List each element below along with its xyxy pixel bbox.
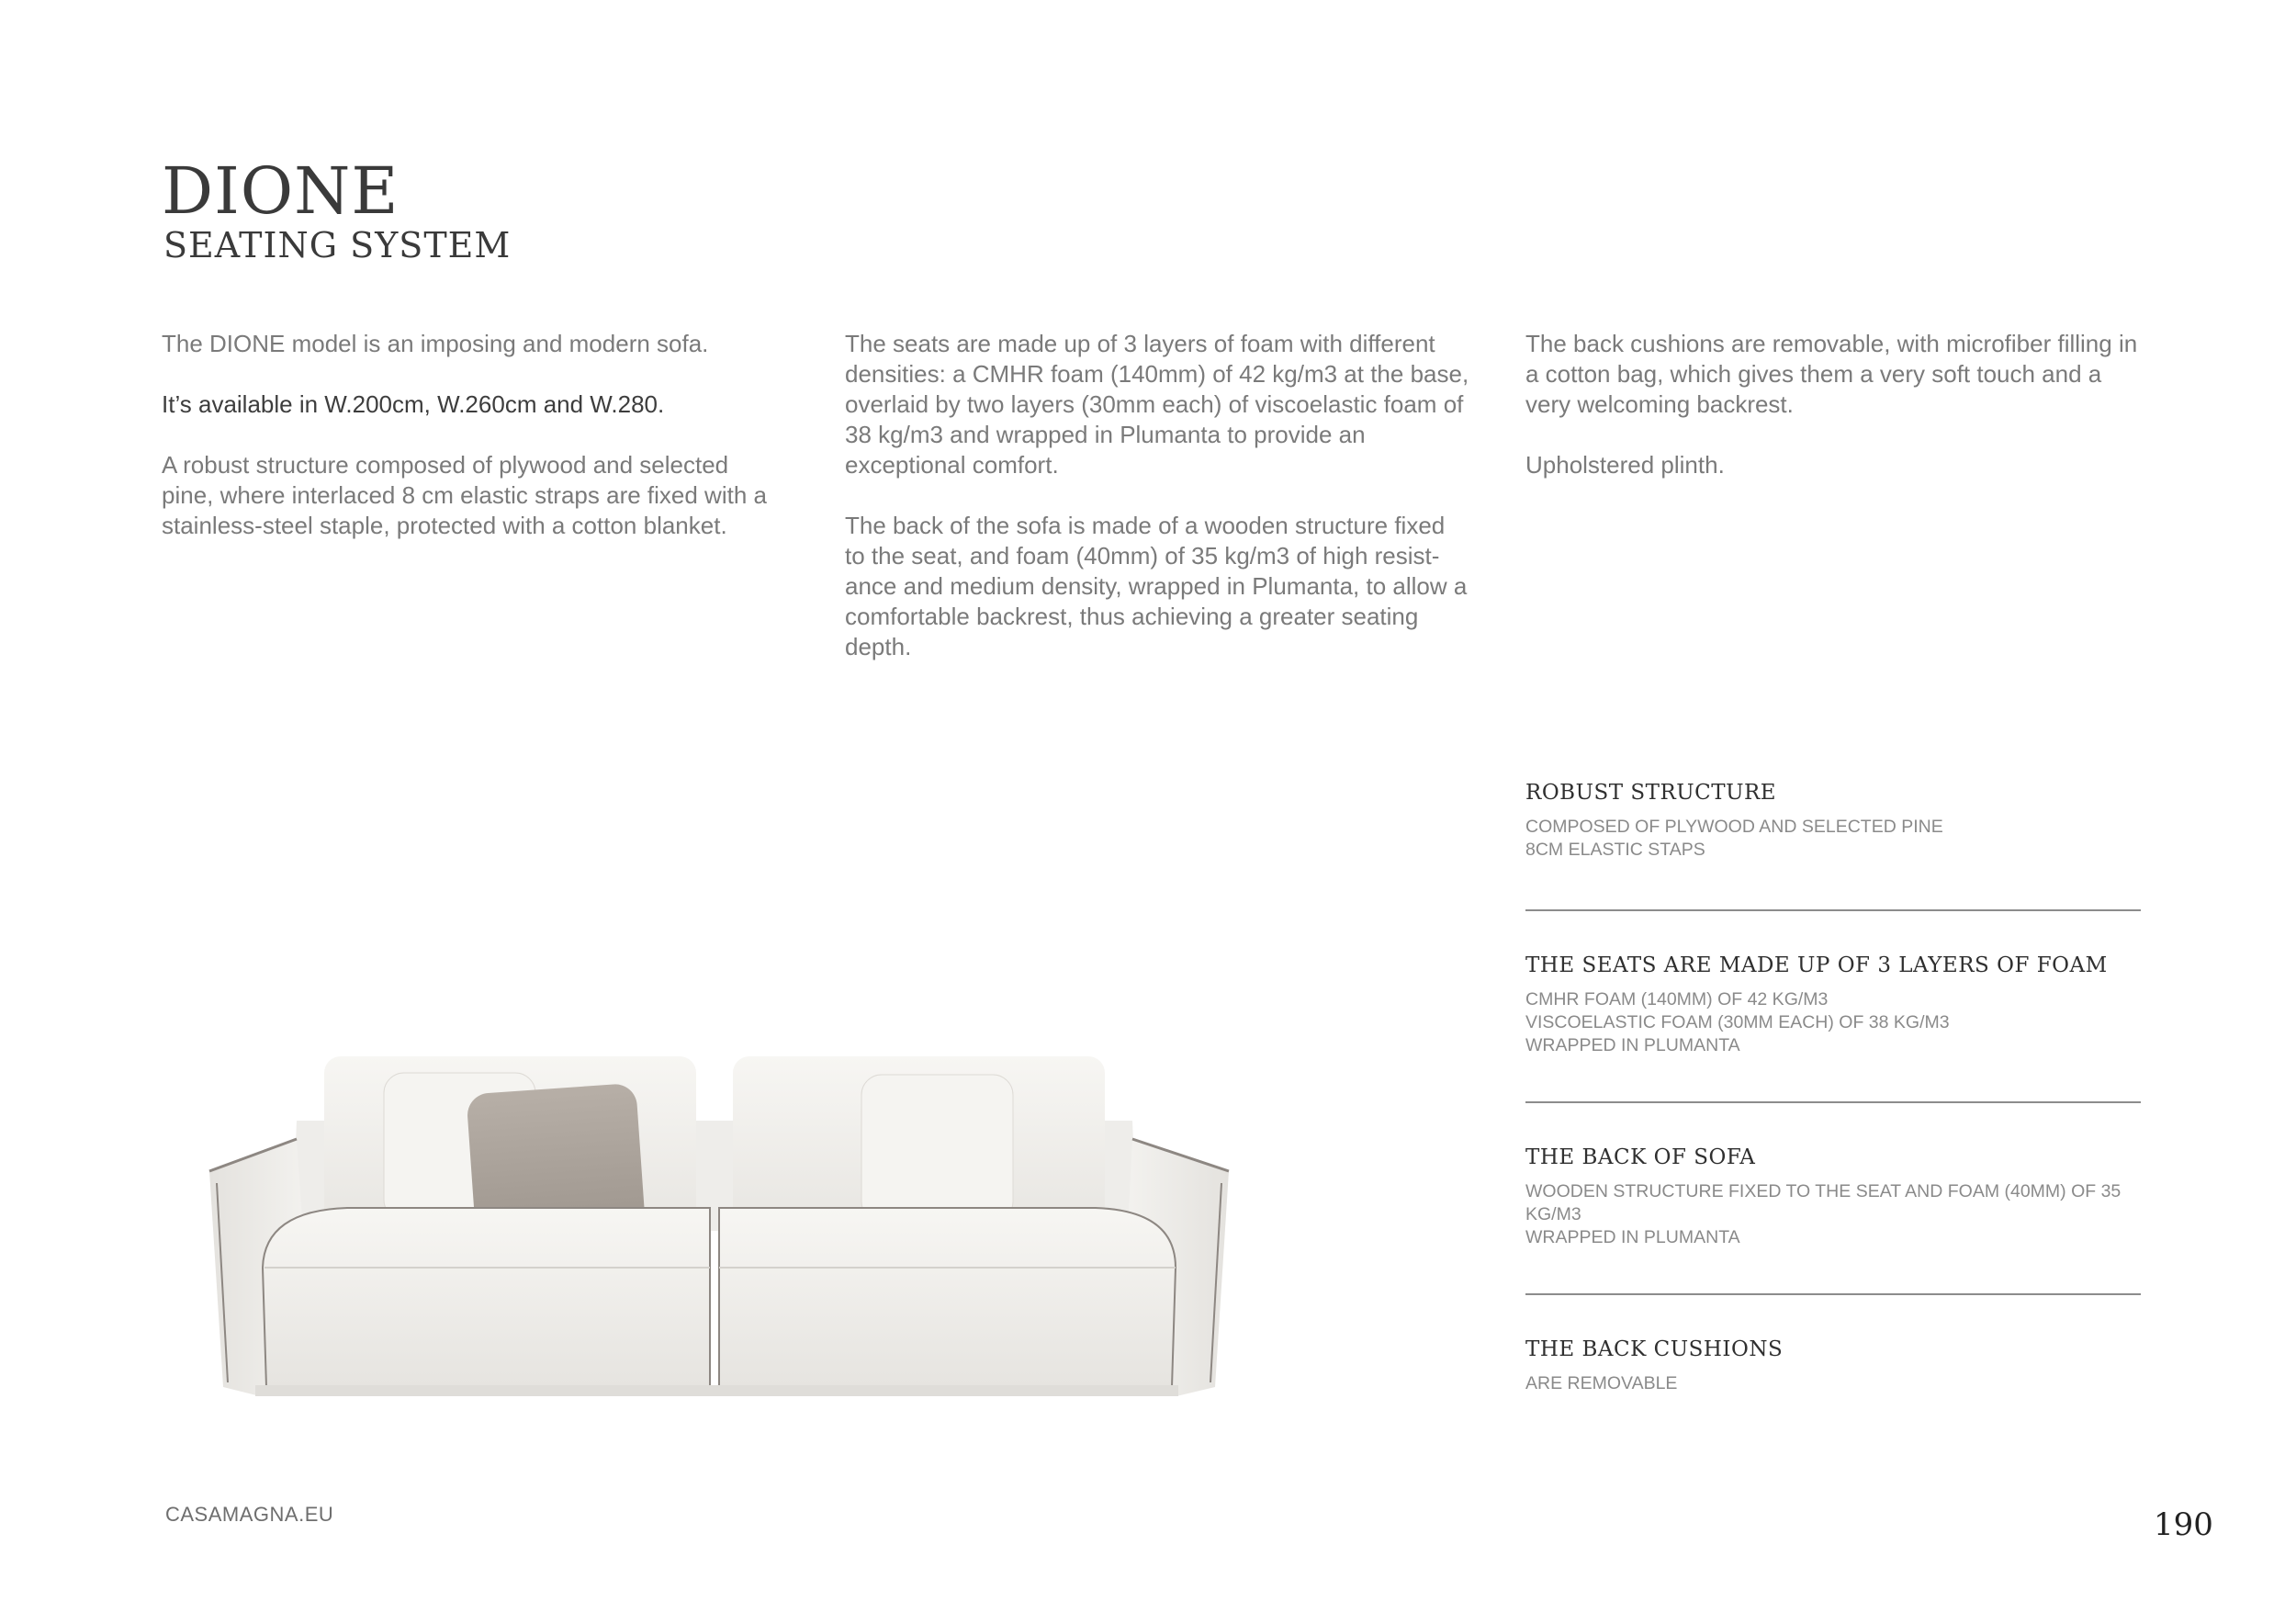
scatter-cushion	[861, 1075, 1013, 1222]
spec-title: THE BACK CUSHIONS	[1525, 1337, 1784, 1361]
description-column-2	[845, 329, 1469, 693]
spec-item	[1525, 1336, 2141, 1395]
spec-line: WRAPPED IN PLUMANTA	[1525, 1035, 1740, 1055]
sofa-illustration	[200, 1047, 1238, 1396]
spec-line: COMPOSED OF PLYWOOD AND SELECTED PINE	[1525, 817, 1943, 837]
paragraph: A robust structure composed of plywood and selected pine, where interlaced 8 cm elastic straps are fixed with a stainless-steel staple, protected with a cotton blanket.	[162, 451, 767, 539]
divider	[1525, 1293, 2141, 1295]
paragraph: The back of the sofa is made of a wooden structure fixed to the seat, and foam (40mm) of 35 kg/m3 of high resist-ance and medium density, wrapped in Plumanta, to allow a comfortable backrest, thus achieving a greater seating depth.	[845, 512, 1468, 660]
seat-cushion-left	[263, 1208, 710, 1387]
spec-list	[1525, 779, 2141, 1395]
paragraph: The back cushions are removable, with microfiber filling in a cotton bag, which gives them a very soft touch and a very welcoming backrest.	[1525, 330, 2138, 418]
sofa-plinth	[255, 1385, 1178, 1396]
spec-line: 8CM ELASTIC STAPS	[1525, 840, 1705, 860]
page-number: 190	[2154, 1506, 2213, 1543]
paragraph: The DIONE model is an imposing and modern sofa.	[162, 330, 709, 357]
divider	[1525, 909, 2141, 911]
spec-item	[1525, 779, 2141, 862]
description-column-3	[1525, 329, 2150, 511]
spec-line: WOODEN STRUCTURE FIXED TO THE SEAT AND FOAM (40MM) OF 35 KG/M3	[1525, 1181, 2122, 1224]
spec-line: WRAPPED IN PLUMANTA	[1525, 1227, 1740, 1247]
page-title: DIONE	[162, 153, 400, 229]
paragraph: The seats are made up of 3 layers of foam with different densities: a CMHR foam (140mm) of 42 kg/m3 at the base, overlaid by two layers (30mm each) of viscoelastic foam of 38 kg/m3 and wrapped in Plumanta to provide an exceptional comfort.	[845, 330, 1469, 479]
footer-site: CASAMAGNA.EU	[165, 1503, 334, 1526]
spec-title: THE SEATS ARE MADE UP OF 3 LAYERS OF FOAM	[1525, 953, 2108, 977]
description-column-1	[162, 329, 786, 571]
seat-cushion-right	[719, 1208, 1176, 1387]
spec-line: VISCOELASTIC FOAM (30MM EACH) OF 38 KG/M3	[1525, 1012, 1950, 1032]
availability-paragraph: It’s available in W.200cm, W.260cm and W.280.	[162, 390, 665, 418]
page-subtitle: SEATING SYSTEM	[163, 225, 512, 265]
spec-item	[1525, 1144, 2141, 1249]
paragraph: Upholstered plinth.	[1525, 451, 1725, 479]
spec-line: CMHR FOAM (140MM) OF 42 KG/M3	[1525, 989, 1829, 1009]
spec-line: ARE REMOVABLE	[1525, 1373, 1678, 1393]
spec-title: THE BACK OF SOFA	[1525, 1145, 1756, 1169]
divider	[1525, 1101, 2141, 1103]
spec-title: ROBUST STRUCTURE	[1525, 781, 1777, 805]
spec-item	[1525, 952, 2141, 1057]
